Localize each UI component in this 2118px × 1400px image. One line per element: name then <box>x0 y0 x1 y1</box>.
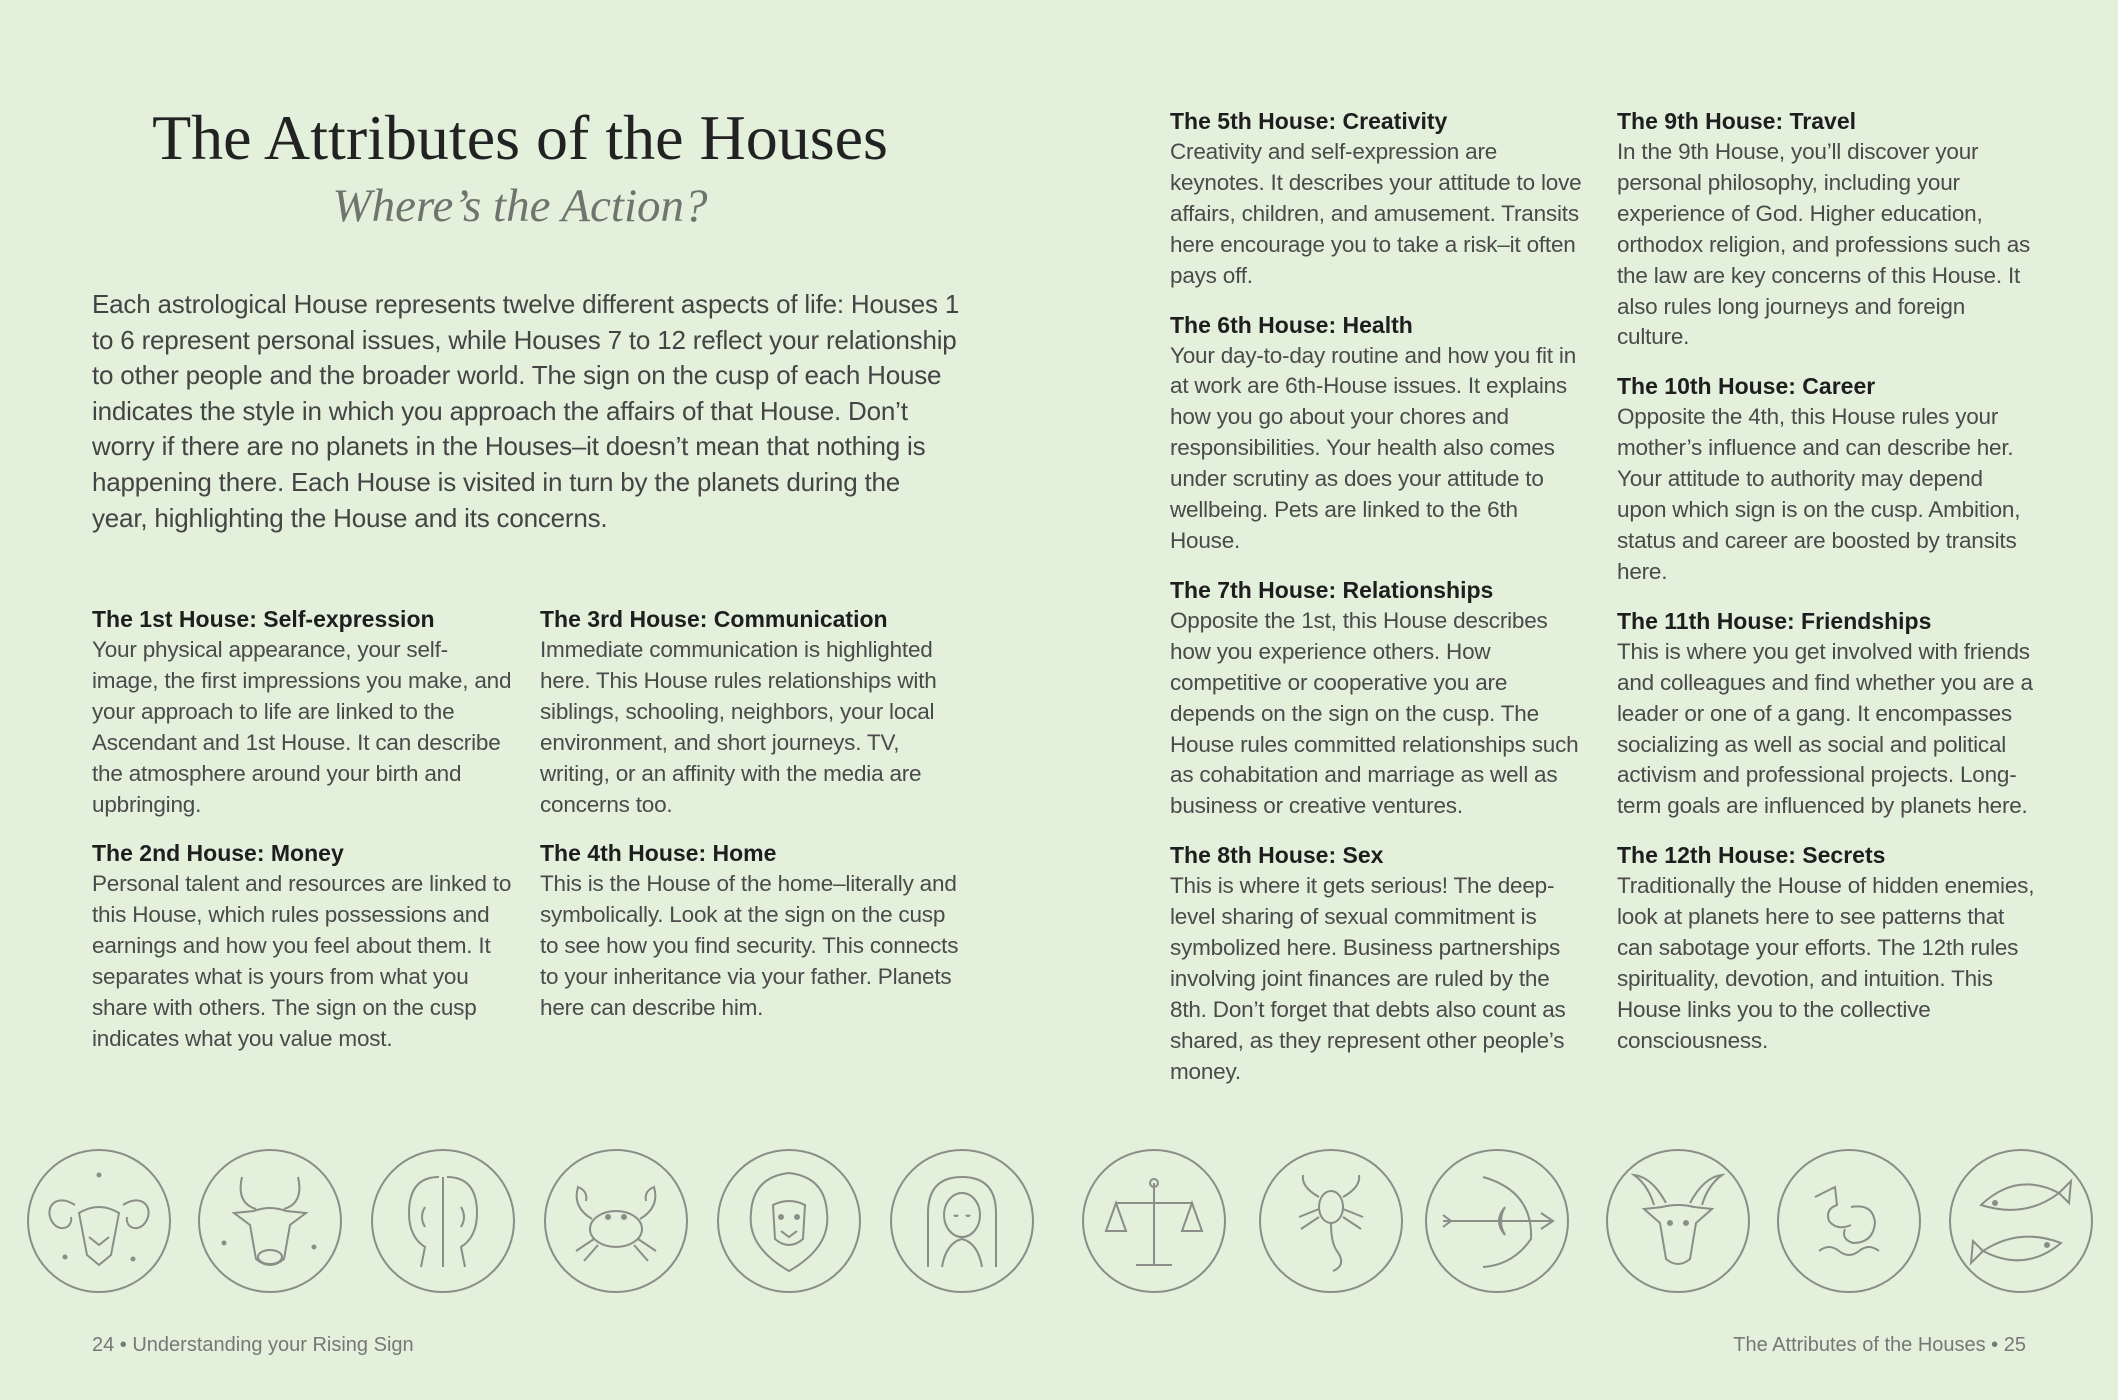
house-11-text: This is where you get involved with friends and colleagues and find whether you are a leader or one of a gang. It encompasses socializing as well as social and political activism and professional projects. Long-term goals are influenced by planets here. <box>1617 638 2033 819</box>
house-12-text: Traditionally the House of hidden enemies, look at planets here to see patterns that can sabotage your efforts. The 12th rules spirituality, devotion, and intuition. This House links you to the collective consciousness. <box>1617 873 2035 1053</box>
houses-column-1 <box>92 604 512 1073</box>
house-12 <box>1617 840 2037 1056</box>
leo-icon <box>715 1147 863 1295</box>
house-9 <box>1617 106 2037 353</box>
house-5 <box>1170 106 1590 292</box>
aries-icon <box>25 1147 173 1295</box>
house-6 <box>1170 310 1590 557</box>
house-1-title: The 1st House: Self-expression <box>92 606 435 632</box>
houses-column-2 <box>540 604 960 1042</box>
house-10 <box>1617 371 2037 587</box>
gemini-icon <box>369 1147 517 1295</box>
house-8 <box>1170 840 1590 1087</box>
house-6-title: The 6th House: Health <box>1170 311 1413 338</box>
footer-right: The Attributes of the Houses • 25 <box>1733 1334 2026 1356</box>
house-2-title: The 2nd House: Money <box>92 840 344 867</box>
house-7-title: The 7th House: Relationships <box>1170 576 1494 603</box>
footer-left: 24 • Understanding your Rising Sign <box>92 1334 414 1356</box>
taurus-icon <box>196 1147 344 1295</box>
cancer-icon <box>542 1147 690 1295</box>
house-9-text: In the 9th House, you’ll discover your personal philosophy, including your experience of God. Higher education, orthodox religion, and professions such as the law are key concerns of this House. It also rules long journeys and foreign culture. <box>1617 139 2031 350</box>
house-6-text: Your day-to-day routine and how you fit in at work are 6th-House issues. It explains how you go about your chores and responsibilities. Your health also comes under scrutiny as does your attitude to wellbeing. Pets are linked to the 6th House. <box>1170 342 1577 553</box>
pisces-icon <box>1947 1147 2095 1295</box>
house-12-title: The 12th House: Secrets <box>1617 842 1886 869</box>
house-2 <box>92 838 512 1054</box>
house-10-title: The 10th House: Career <box>1617 373 1876 400</box>
house-8-title: The 8th House: Sex <box>1170 842 1384 869</box>
house-3-text: Immediate communication is highlighted here. This House rules relationships with siblings, schooling, neighbors, your local environment, and short journeys. TV, writing, or an affinity with the media are concerns too. <box>540 637 937 817</box>
house-4-title: The 4th House: Home <box>540 840 777 867</box>
house-11-title: The 11th House: Friendships <box>1617 607 1932 634</box>
house-3-title: The 3rd House: Communication <box>540 606 888 632</box>
page-subtitle: Where’s the Action? <box>332 180 708 232</box>
houses-column-4 <box>1617 106 2037 1075</box>
house-5-title: The 5th House: Creativity <box>1170 108 1448 134</box>
house-1 <box>92 604 512 820</box>
house-9-title: The 9th House: Travel <box>1617 108 1857 134</box>
house-4-text: This is the House of the home–literally and symbolically. Look at the sign on the cusp to see how you find security. This connects to your inheritance via your father. Planets here can describe him. <box>540 871 959 1021</box>
house-3 <box>540 604 960 820</box>
intro-paragraph: Each astrological House represents twelve different aspects of life: Houses 1 to 6 represent personal issues, while Houses 7 to 12 reflect your relationship to other people and the broader world. The sign on the cusp of each House indicates the style in which you approach the affairs of that House. Don’t worry if there are no planets in the Houses–it doesn’t mean that nothing is happening there. Each House is visited in turn by the planets during the year, highlighting the House and its concerns. <box>92 289 960 533</box>
capricorn-icon <box>1604 1147 1752 1295</box>
houses-column-3 <box>1170 106 1590 1106</box>
sagittarius-icon <box>1423 1147 1571 1295</box>
house-4 <box>540 838 960 1024</box>
house-7-text: Opposite the 1st, this House describes how you experience others. How competitive or cooperative you are depends on the sign on the cusp. The House rules committed relationships such as cohabitation and marriage as well as business or creative ventures. <box>1170 607 1579 819</box>
house-7 <box>1170 575 1590 822</box>
house-11 <box>1617 606 2037 822</box>
scorpio-icon <box>1257 1147 1405 1295</box>
page-title: The Attributes of the Houses <box>152 102 888 173</box>
house-5-text: Creativity and self-expression are keynotes. It describes your attitude to love affairs, children, and amusement. Transits here encourage you to take a risk–it often pays off. <box>1170 139 1582 288</box>
aquarius-icon <box>1775 1147 1923 1295</box>
house-2-text: Personal talent and resources are linked to this House, which rules possessions and earnings and how you feel about them. It separates what is yours from what you share with others. The sign on the cusp indicates what you value most. <box>92 871 512 1051</box>
libra-icon <box>1080 1147 1228 1295</box>
house-8-text: This is where it gets serious! The deep-level sharing of sexual commitment is symbolized here. Business partnerships involving joint finances are ruled by the 8th. Don’t forget that debts also count as shared, as they represent other people’s money. <box>1170 873 1566 1084</box>
house-1-text: Your physical appearance, your self-image, the first impressions you make, and your approach to life are linked to the Ascendant and 1st House. It can describe the atmosphere around your birth and upbringing. <box>92 637 512 817</box>
zodiac-icon-row <box>0 1147 2118 1297</box>
house-10-text: Opposite the 4th, this House rules your mother’s influence and can describe her. Your attitude to authority may depend upon which sign is on the cusp. Ambition, status and career are boosted by transits here. <box>1617 404 2021 584</box>
virgo-icon <box>888 1147 1036 1295</box>
